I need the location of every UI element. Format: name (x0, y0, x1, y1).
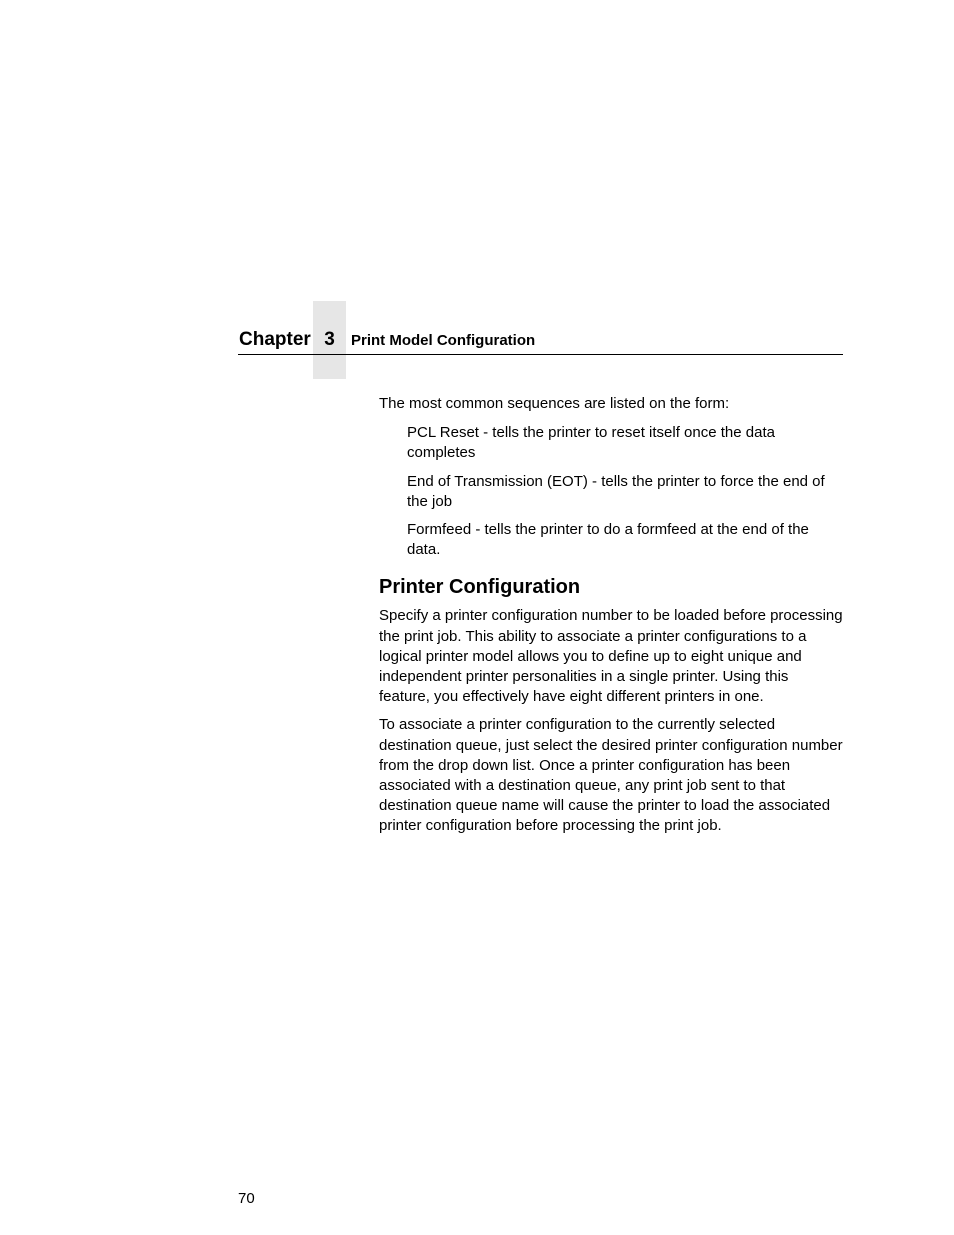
section-heading: Printer Configuration (379, 576, 581, 599)
body-paragraph: To associate a printer configuration to the currently selected destination queue, just select the desired printer configuration number from the drop down list. Once a printer configuration has been associated with a destination queue, any print job sent to that destination queue name will cause the printer to load the associated printer configuration before processing the print job. (379, 716, 843, 835)
sequence-item-eot: End of Transmission (EOT) - tells the printer to force the end of the job (407, 472, 825, 510)
body-paragraph: Specify a printer configuration number to be loaded before processing the print job. This ability to associate a printer configurations to a logical printer model allows you to define up to eight unique and independent printer personalities in a single printer. Using this feature, you effectively have eight different printers in one. (379, 607, 843, 706)
chapter-number: 3 (324, 329, 335, 350)
sequence-list (379, 423, 843, 560)
sequence-item-formfeed: Formfeed - tells the printer to do a formfeed at the end of the data. (407, 521, 809, 559)
running-title: Print Model Configuration (351, 332, 536, 349)
intro-paragraph: The most common sequences are listed on the form: (379, 395, 730, 412)
body-column (379, 394, 843, 845)
header-divider (238, 354, 843, 355)
sequence-item-pcl-reset: PCL Reset - tells the printer to reset itself once the data completes (407, 424, 775, 462)
page-number: 70 (238, 1190, 255, 1207)
chapter-label: Chapter (239, 329, 311, 350)
